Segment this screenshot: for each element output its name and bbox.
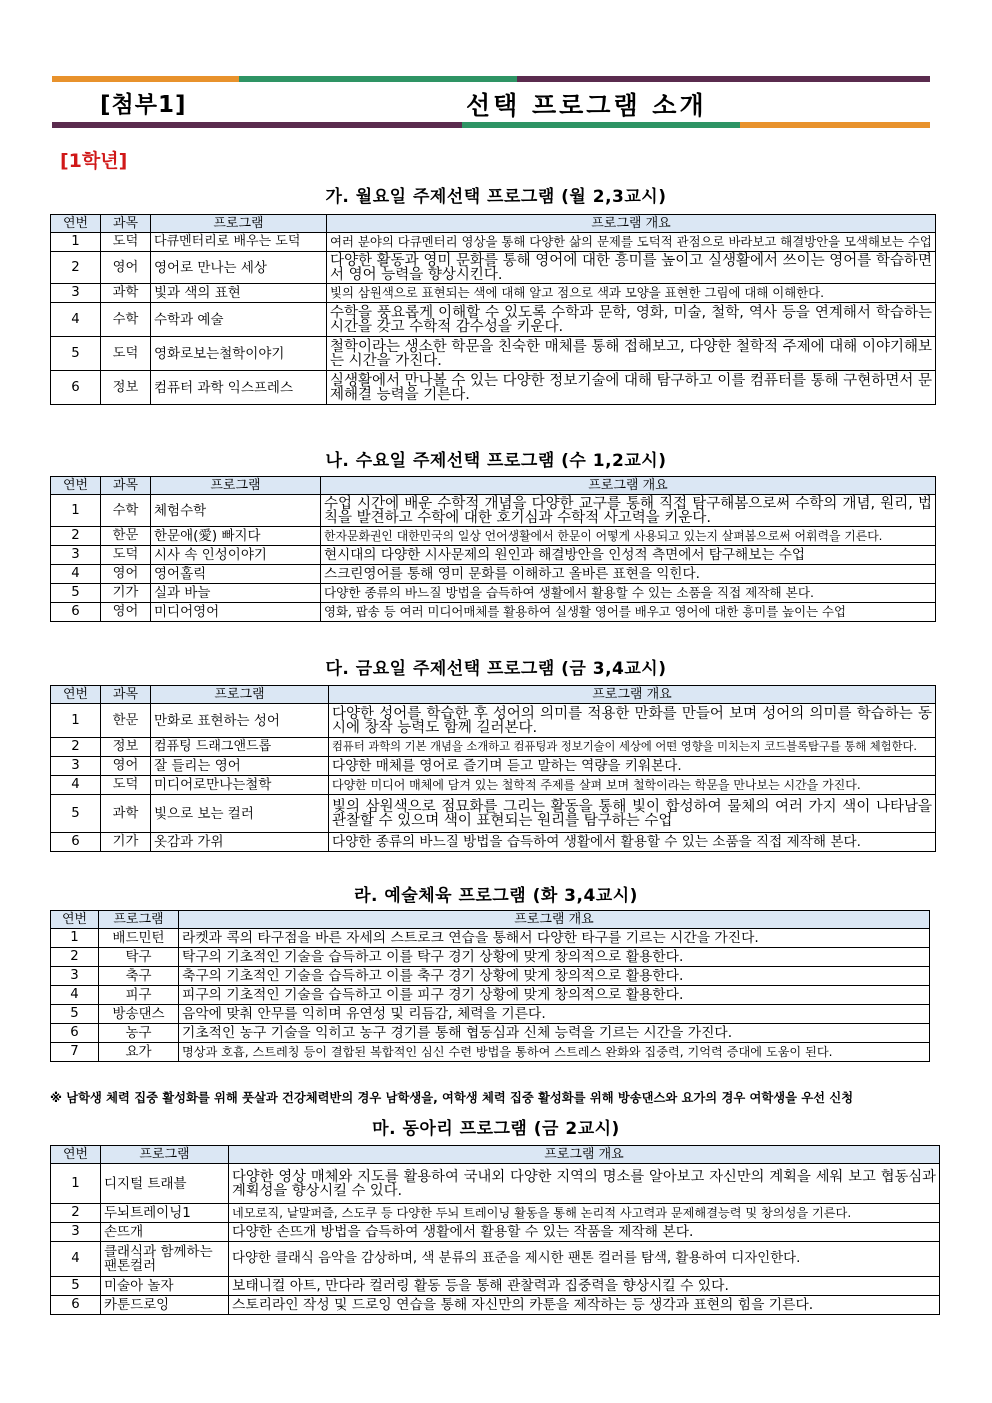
subject-cell: 수학 [101,303,151,337]
table-row [51,757,936,776]
table-row [51,1043,930,1062]
arts-sports-program-table [50,910,930,1062]
table-row [51,704,936,738]
table-row [51,738,936,757]
club-program-table [50,1145,940,1315]
table-row [51,495,936,527]
program-name: 클래식과 함께하는 팬톤컬러 [101,1242,229,1277]
program-description: 다양한 미디어 매체에 담겨 있는 철학적 주제를 살펴 보며 철학이라는 학문을 만나보는 시간을 가진다. [329,776,936,795]
section-title-club: 마. 동아리 프로그램 (금 2교시) [372,1119,620,1139]
row-number: 4 [51,565,101,584]
column-header: 연번 [51,215,101,233]
program-description: 음악에 맞춰 안무를 익히며 유연성 및 리듬감, 체력을 기른다. [179,1005,930,1024]
program-description: 다양한 매체를 영어로 즐기며 듣고 말하는 역량을 키워본다. [329,757,936,776]
program-name: 다큐멘터리로 배우는 도덕 [151,233,327,252]
table-row [51,527,936,546]
row-number: 3 [51,546,101,565]
subject-cell: 도덕 [101,233,151,252]
column-header: 프로그램 [151,215,327,233]
column-header: 연번 [51,686,101,704]
column-header: 프로그램 [101,1146,229,1164]
program-name: 미디어영어 [151,603,321,622]
table-row [51,967,930,986]
row-number: 5 [51,584,101,603]
subject-cell: 도덕 [101,776,151,795]
program-name: 미술아 놀자 [101,1277,229,1296]
table-row [51,284,936,303]
table-row [51,233,936,252]
row-number: 6 [51,371,101,405]
column-header: 연번 [51,911,99,929]
row-number: 6 [51,1296,101,1315]
program-name: 실과 바늘 [151,584,321,603]
program-description: 스토리라인 작성 및 드로잉 연습을 통해 자신만의 카툰을 제작하는 등 생각과 표현의 힘을 기른다. [229,1296,940,1315]
program-description: 축구의 기초적인 기술을 습득하고 이를 축구 경기 상황에 맞게 창의적으로 활용한다. [179,967,930,986]
table-row [51,565,936,584]
program-name: 농구 [99,1024,179,1043]
subject-cell: 기가 [101,584,151,603]
program-description: 실생활에서 만나볼 수 있는 다양한 정보기술에 대해 탐구하고 이를 컴퓨터를 통해 구현하면서 문제해결 능력을 기른다. [327,371,936,405]
program-name: 미디어로만나는철학 [151,776,329,795]
row-number: 3 [51,1223,101,1242]
program-name: 배드민턴 [99,929,179,948]
row-number: 5 [51,1277,101,1296]
header-top-bar [52,76,930,82]
program-name: 옷감과 가위 [151,833,329,852]
program-description: 네모로직, 낱말퍼즐, 스도쿠 등 다양한 두뇌 트레이닝 활동을 통해 논리적 사고력과 문제해결능력 및 창의성을 기른다. [229,1204,940,1223]
row-number: 6 [51,833,101,852]
table-row [51,303,936,337]
program-description: 컴퓨터 과학의 기본 개념을 소개하고 컴퓨팅과 정보기술이 세상에 어떤 영향을 미치는지 코드블록탐구를 통해 체험한다. [329,738,936,757]
subject-cell: 영어 [101,603,151,622]
program-description: 기초적인 농구 기술을 익히고 농구 경기를 통해 협동심과 신체 능력을 기르는 시간을 가진다. [179,1024,930,1043]
subject-cell: 영어 [101,565,151,584]
program-name: 두뇌트레이닝1 [101,1204,229,1223]
monday-program-table [50,214,936,405]
program-description: 다양한 종류의 바느질 방법을 습득하여 생활에서 활용할 수 있는 소품을 직접 제작해 본다. [321,584,936,603]
table-row [51,603,936,622]
table-row [51,252,936,284]
row-number: 2 [51,252,101,284]
row-number: 3 [51,757,101,776]
program-name: 영어홀릭 [151,565,321,584]
program-description: 명상과 호흡, 스트레칭 등이 결합된 복합적인 심신 수련 방법을 통하여 스트레스 완화와 집중력, 기억력 증대에 도움이 된다. [179,1043,930,1062]
subject-cell: 한문 [101,704,151,738]
program-description: 여러 분야의 다큐멘터리 영상을 통해 다양한 삶의 문제를 도덕적 관점으로 바라보고 해결방안을 모색해보는 수업 [327,233,936,252]
program-name: 잘 들리는 영어 [151,757,329,776]
table-row [51,584,936,603]
column-header: 프로그램 개요 [327,215,936,233]
column-header: 연번 [51,477,101,495]
table-row [51,1164,940,1204]
program-name: 피구 [99,986,179,1005]
table-row [51,833,936,852]
row-number: 2 [51,1204,101,1223]
table-row [51,1024,930,1043]
program-description: 수학을 풍요롭게 이해할 수 있도록 수학과 문학, 영화, 미술, 철학, 역사 등을 연계해서 학습하는 시간을 갖고 수학적 감수성을 키운다. [327,303,936,337]
column-header: 과목 [101,215,151,233]
row-number: 5 [51,337,101,371]
attachment-label: [첨부1] [100,92,187,118]
top-bar-green [239,76,517,82]
table-row [51,1005,930,1024]
grade-label: [1학년] [60,150,128,172]
subject-cell: 기가 [101,833,151,852]
subject-cell: 수학 [101,495,151,527]
program-name: 컴퓨팅 드래그앤드롭 [151,738,329,757]
subject-cell: 정보 [101,371,151,405]
bottom-bar-purple [52,122,462,128]
column-header: 프로그램 [99,911,179,929]
row-number: 2 [51,527,101,546]
program-description: 한자문화권인 대한민국의 일상 언어생활에서 한문이 어떻게 사용되고 있는지 살펴봄으로써 어휘력을 기른다. [321,527,936,546]
subject-cell: 도덕 [101,546,151,565]
program-name: 빛으로 보는 컬러 [151,795,329,833]
page-title: 선택 프로그램 소개 [466,91,707,120]
column-header: 프로그램 개요 [321,477,936,495]
program-description: 다양한 클래식 음악을 감상하며, 색 분류의 표준을 제시한 팬톤 컬러를 탐색, 활용하여 디자인한다. [229,1242,940,1277]
row-number: 4 [51,776,101,795]
program-name: 축구 [99,967,179,986]
top-bar-purple [517,76,930,82]
program-description: 탁구의 기초적인 기술을 습득하고 이를 탁구 경기 상황에 맞게 창의적으로 활용한다. [179,948,930,967]
program-description: 피구의 기초적인 기술을 습득하고 이를 피구 경기 상황에 맞게 창의적으로 활용한다. [179,986,930,1005]
program-description: 스크린영어를 통해 영미 문화를 이해하고 올바른 표현을 익힌다. [321,565,936,584]
column-header: 프로그램 개요 [179,911,930,929]
program-name: 손뜨개 [101,1223,229,1242]
sign-up-note: ※ 남학생 체력 집중 활성화를 위해 풋살과 건강체력반의 경우 남학생을, 여학생 체력 집중 활성화를 위해 방송댄스와 요가의 경우 여학생을 우선 신청 [50,1091,854,1105]
subject-cell: 정보 [101,738,151,757]
section-title-arts-sports: 라. 예술체육 프로그램 (화 3,4교시) [354,886,638,906]
wednesday-program-table [50,476,936,622]
row-number: 1 [51,495,101,527]
bottom-bar-orange [740,122,930,128]
subject-cell: 영어 [101,757,151,776]
program-description: 보태니컬 아트, 만다라 컬러링 활동 등을 통해 관찰력과 집중력을 향상시킬 수 있다. [229,1277,940,1296]
program-description: 철학이라는 생소한 학문을 친숙한 매체를 통해 접해보고, 다양한 철학적 주제에 대해 이야기해보는 시간을 가진다. [327,337,936,371]
table-header-row [51,686,936,704]
row-number: 1 [51,704,101,738]
header-bottom-bar [52,122,930,128]
table-row [51,986,930,1005]
row-number: 1 [51,1164,101,1204]
column-header: 프로그램 [151,477,321,495]
table-row [51,1204,940,1223]
program-name: 체험수학 [151,495,321,527]
table-row [51,1277,940,1296]
row-number: 7 [51,1043,99,1062]
table-row [51,546,936,565]
row-number: 5 [51,795,101,833]
program-name: 탁구 [99,948,179,967]
table-row [51,371,936,405]
program-name: 만화로 표현하는 성어 [151,704,329,738]
table-header-row [51,215,936,233]
row-number: 6 [51,603,101,622]
program-name: 방송댄스 [99,1005,179,1024]
program-name: 한문애(愛) 빠지다 [151,527,321,546]
column-header: 과목 [101,686,151,704]
program-description: 빛의 삼원색으로 표현되는 색에 대해 알고 점으로 색과 모양을 표현한 그림에 대해 이해한다. [327,284,936,303]
column-header: 프로그램 [151,686,329,704]
subject-cell: 도덕 [101,337,151,371]
program-description: 빛의 삼원색으로 점묘화를 그리는 활동을 통해 빛이 합성하여 물체의 여러 가지 색이 나타남을 관찰할 수 있으며 색이 표현되는 원리를 탐구하는 수업 [329,795,936,833]
table-row [51,1242,940,1277]
table-row [51,776,936,795]
program-description: 다양한 성어를 학습한 후 성어의 의미를 적용한 만화를 만들어 보며 성어의 의미를 학습하는 동시에 창작 능력도 함께 길러본다. [329,704,936,738]
program-name: 시사 속 인성이야기 [151,546,321,565]
table-header-row [51,911,930,929]
row-number: 4 [51,986,99,1005]
section-title-monday: 가. 월요일 주제선택 프로그램 (월 2,3교시) [325,187,667,207]
subject-cell: 영어 [101,252,151,284]
table-row [51,337,936,371]
row-number: 3 [51,967,99,986]
program-description: 다양한 영상 매체와 지도를 활용하여 국내외 다양한 지역의 명소를 알아보고 자신만의 계획을 세워 보고 협동심과 계획성을 향상시킬 수 있다. [229,1164,940,1204]
table-row [51,929,930,948]
section-title-friday: 다. 금요일 주제선택 프로그램 (금 3,4교시) [325,659,667,679]
table-row [51,1223,940,1242]
program-description: 라켓과 콕의 타구점을 바른 자세의 스트로크 연습을 통해서 다양한 타구를 기르는 시간을 가진다. [179,929,930,948]
program-name: 영화로보는철학이야기 [151,337,327,371]
row-number: 2 [51,948,99,967]
row-number: 6 [51,1024,99,1043]
program-description: 영화, 팝송 등 여러 미디어매체를 활용하여 실생활 영어를 배우고 영어에 대한 흥미를 높이는 수업 [321,603,936,622]
program-name: 영어로 만나는 세상 [151,252,327,284]
program-name: 빛과 색의 표현 [151,284,327,303]
top-bar-orange [52,76,239,82]
column-header: 연번 [51,1146,101,1164]
table-row [51,948,930,967]
table-row [51,795,936,833]
table-row [51,1296,940,1315]
row-number: 5 [51,1005,99,1024]
program-description: 다양한 종류의 바느질 방법을 습득하여 생활에서 활용할 수 있는 소품을 직접 제작해 본다. [329,833,936,852]
row-number: 2 [51,738,101,757]
program-name: 컴퓨터 과학 익스프레스 [151,371,327,405]
program-name: 수학과 예술 [151,303,327,337]
program-description: 다양한 활동과 영미 문화를 통해 영어에 대한 흥미를 높이고 실생활에서 쓰이는 영어를 학습하면서 영어 능력을 향상시킨다. [327,252,936,284]
row-number: 1 [51,929,99,948]
program-description: 수업 시간에 배운 수학적 개념을 다양한 교구를 통해 직접 탐구해봄으로써 수학의 개념, 원리, 법칙을 발견하고 수학에 대한 호기심과 수학적 사고력을 키운다. [321,495,936,527]
column-header: 과목 [101,477,151,495]
section-title-wednesday: 나. 수요일 주제선택 프로그램 (수 1,2교시) [325,451,667,471]
friday-program-table [50,685,936,852]
row-number: 1 [51,233,101,252]
subject-cell: 과학 [101,284,151,303]
subject-cell: 과학 [101,795,151,833]
column-header: 프로그램 개요 [229,1146,940,1164]
row-number: 4 [51,303,101,337]
program-name: 카툰드로잉 [101,1296,229,1315]
table-header-row [51,1146,940,1164]
program-name: 디지털 트래블 [101,1164,229,1204]
bottom-bar-green [462,122,740,128]
program-description: 다양한 손뜨개 방법을 습득하여 생활에서 활용할 수 있는 작품을 제작해 본다. [229,1223,940,1242]
subject-cell: 한문 [101,527,151,546]
table-header-row [51,477,936,495]
row-number: 4 [51,1242,101,1277]
column-header: 프로그램 개요 [329,686,936,704]
program-name: 요가 [99,1043,179,1062]
program-description: 현시대의 다양한 시사문제의 원인과 해결방안을 인성적 측면에서 탐구해보는 수업 [321,546,936,565]
row-number: 3 [51,284,101,303]
